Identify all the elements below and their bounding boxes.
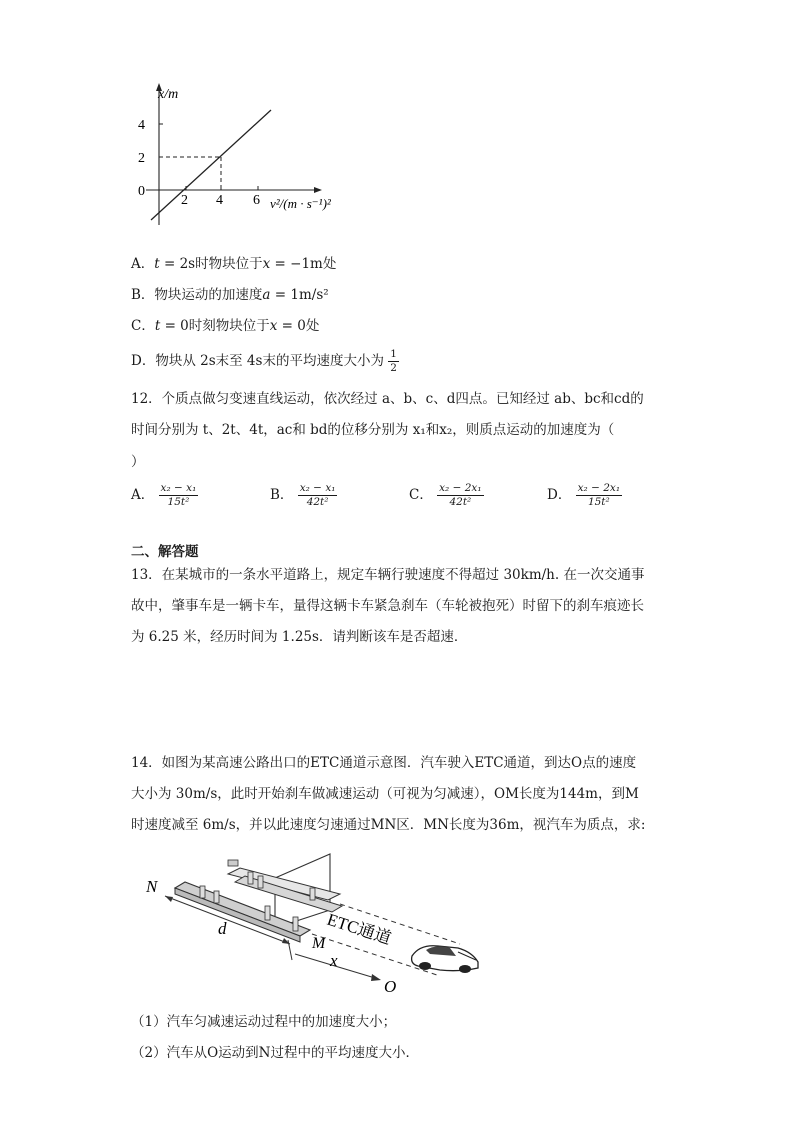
label-d: d (218, 919, 227, 938)
numerator: x₂ − x₁ (299, 482, 336, 494)
label-x: x (330, 951, 338, 970)
numerator: x₂ − 2x₁ (439, 482, 482, 494)
option-text: 物块运动的加速度 (154, 287, 263, 303)
fraction-half (388, 348, 399, 375)
option-text: = −1m处 (270, 256, 337, 272)
var-a: a (262, 287, 271, 303)
q12-option-b (270, 482, 337, 509)
denominator: 15t² (587, 496, 610, 508)
option-label: D． (131, 353, 156, 369)
option-label: B． (131, 287, 155, 303)
denominator: 42t² (449, 496, 472, 508)
option-text: = 0处 (277, 318, 320, 334)
label-N: N (146, 877, 158, 896)
q11-option-b (131, 285, 329, 305)
option-label: A． (131, 256, 155, 272)
option-text: = 1m/s² (270, 287, 329, 303)
q13-line-3: 为 6.25 米，经历时间为 1.25s．请判断该车是否超速． (131, 629, 468, 645)
x-axis-label: v²/(m · s⁻¹)² (270, 196, 331, 211)
var-x: x (262, 256, 271, 272)
q11-option-d (131, 348, 399, 375)
denominator: 2 (390, 362, 397, 374)
car-icon (412, 946, 478, 973)
var-t: t (154, 256, 160, 272)
option-text: = 2s时物块位于 (159, 256, 263, 272)
q14-line-2: 大小为 30m/s，此时开始刹车做减速运动（可视为匀减速），OM长度为144m，到M (131, 786, 639, 802)
q14-line-1: 14．如图为某高速公路出口的ETC通道示意图．汽车驶入ETC通道，到达O点的速度 (131, 755, 637, 771)
numerator: 1 (390, 348, 397, 360)
option-fraction (159, 482, 199, 509)
y-tick-2: 2 (138, 151, 145, 166)
numerator: x₂ − 2x₁ (577, 482, 621, 494)
x-tick-2: 2 (181, 193, 188, 208)
option-label: C． (131, 318, 155, 334)
var-t: t (154, 318, 161, 334)
option-label: B． (270, 487, 294, 503)
option-label: A． (131, 487, 155, 503)
section-title: 二、解答题 (131, 544, 199, 560)
option-text: = 0时刻物块位于 (160, 318, 270, 334)
denominator: 42t² (306, 496, 329, 508)
q11-option-c (131, 316, 319, 336)
denominator: 15t² (167, 496, 190, 508)
q14-line-3: 时速度减至 6m/s，并以此速度匀速通过MN区．MN长度为36m，视汽车为质点，求: (131, 817, 646, 833)
option-fraction (437, 482, 483, 509)
label-O: O (384, 977, 397, 996)
x-tick-6: 6 (253, 193, 260, 208)
etc-lane-figure (140, 848, 490, 998)
var-x: x (269, 318, 278, 334)
q14-sub-1: （1）汽车匀减速运动过程中的加速度大小； (131, 1014, 397, 1030)
q12-line-2: 时间分别为 t、2t、4t，ac和 bd的位移分别为 x₁和x₂，则质点运动的加速度为（ (131, 422, 615, 438)
x-v2-graph (128, 80, 368, 230)
label-M: M (312, 935, 326, 952)
q12-option-a (131, 482, 198, 509)
q11-option-a (131, 254, 336, 274)
q12-option-c (409, 482, 484, 509)
q12-option-d (547, 482, 622, 509)
option-fraction (298, 482, 338, 509)
label-etc: ETC通道 (324, 909, 394, 949)
y-tick-4: 4 (138, 118, 145, 133)
y-axis-label: x/m (158, 87, 179, 102)
x-tick-4: 4 (216, 193, 223, 208)
option-label: D． (547, 487, 572, 503)
x-axis-arrow (314, 187, 322, 193)
q12-line-1: 12．个质点做匀变速直线运动，依次经过 a、b、c、d四点。已知经过 ab、bc和cd的 (131, 391, 644, 407)
option-text: 物块从 2s末至 4s末的平均速度大小为 (155, 353, 384, 369)
q13-line-2: 故中，肇事车是一辆卡车，量得这辆卡车紧急刹车（车轮被抱死）时留下的刹车痕迹长 (131, 598, 644, 614)
option-label: C． (409, 487, 433, 503)
numerator: x₂ − x₁ (160, 482, 197, 494)
option-fraction (576, 482, 622, 509)
gantry-post (228, 860, 238, 866)
q12-line-3: ） (131, 454, 145, 470)
q14-sub-2: （2）汽车从O运动到N过程中的平均速度大小． (131, 1045, 419, 1061)
y-tick-0: 0 (138, 184, 145, 199)
q13-line-1: 13．在某城市的一条水平道路上，规定车辆行驶速度不得超过 30km/h. 在一次交通事 (131, 567, 645, 583)
